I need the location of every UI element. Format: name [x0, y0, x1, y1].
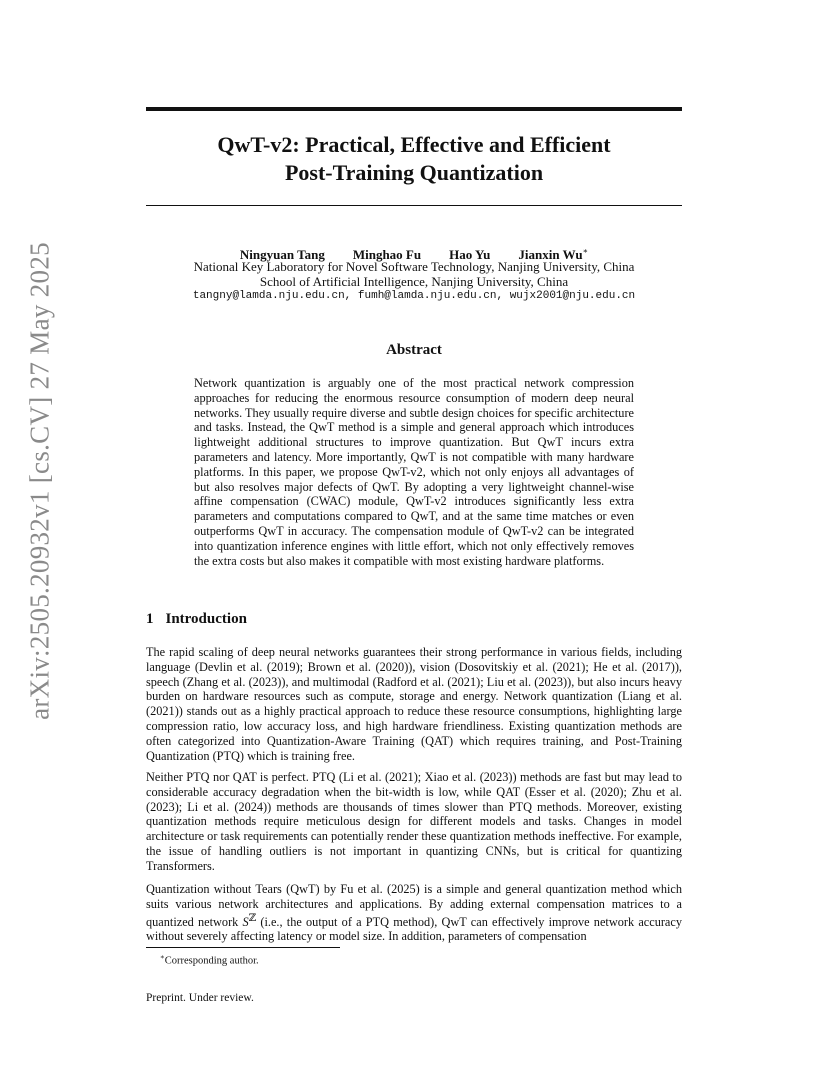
footnote [160, 951, 259, 968]
affiliation-1: National Key Laboratory for Novel Software Technology, Nanjing University, China [193, 259, 635, 274]
section-number: 1 [146, 611, 154, 627]
author-emails: tangny@lamda.nju.edu.cn, fumh@lamda.nju.edu.cn, wujx2001@nju.edu.cn [192, 290, 636, 302]
math-symbol: S [242, 914, 249, 929]
math-superscript: ℤ [248, 912, 257, 924]
title-top-rule [146, 107, 682, 111]
section-title: Introduction [165, 611, 247, 627]
author: Jianxin Wu∗ [518, 247, 589, 263]
title-line-2: Post-Training Quantization [284, 160, 544, 185]
abstract-text: Network quantization is arguably one of the most practical network compression approaches for reducing the enormous resource consumption of modern deep neural networks. They usually require diverse and subtle design choices for specific architecture and tasks. Instead, the QwT method is a simple and general approach which introduces lightweight additional structures to improve quantization. But QwT incurs extra parameters and latency. More importantly, QwT is not compatible with many hardware platforms. In this paper, we propose QwT-v2, which not only enjoys all advantages of but also resolves major defects of QwT. By adopting a very lightweight channel-wise affine compensation (CWAC) module, QwT-v2 introduces significantly less extra parameters and computations compared to QwT, and at the same time matches or even outperforms QwT in accuracy. The compensation module of QwT-v2 can be integrated into quantization inference engines with little effort, which not only effectively removes the extra costs but also makes it compatible with most existing hardware platforms. [194, 376, 634, 568]
intro-paragraph-3: Quantization without Tears (QwT) by Fu et al. (2025) is a simple and general quantization method which suits various network architectures and applications. By adding external compensation matrices to a quantized network $S^ℤ$ (i.e., the output of a PTQ method), QwT can effectively improve network accuracy without severely affecting latency or model size. In addition, parameters of compensation [146, 882, 682, 944]
intro-paragraph-2: Neither PTQ nor QAT is perfect. PTQ (Li et al. (2021); Xiao et al. (2023)) methods are fast but may lead to considerable accuracy degradation when the bit-width is low, while QAT (Esser et al. (2020); Zhu et al. (2023); Li et al. (2024)) methods are thousands of times slower than PTQ methods. Moreover, existing quantization methods require meticulous design for different models and tasks. Changes in model architecture or task requirements can potentially render these quantization methods ineffective. For example, the issue of handling outliers is not important in quantizing CNNs, but is critical for quantizing Transformers. [146, 770, 682, 873]
title-bottom-rule [146, 205, 682, 206]
footnote-text: Corresponding author. [164, 955, 259, 967]
title-line-1: QwT-v2: Practical, Effective and Efficient [217, 132, 611, 157]
affiliation-2: School of Artificial Intelligence, Nanjing University, China [259, 274, 569, 289]
corresponding-author-mark: ∗ [582, 247, 589, 256]
author: Minghao Fu [352, 247, 422, 263]
footnote-mark: ∗ [160, 953, 165, 961]
author: Ningyuan Tang [239, 247, 325, 263]
footnote-rule [146, 947, 340, 948]
section-heading-introduction [146, 610, 247, 628]
intro-paragraph-1: The rapid scaling of deep neural networks guarantees their strong performance in various fields, including language (Devlin et al. (2019); Brown et al. (2020)), vision (Dosovitskiy et al. (2021); He et al. (2017)), speech (Zhang et al. (2023)), and multimodal (Radford et al. (2021); Liu et al. (2023)), but also incurs heavy burden on hardware resources such as compute, storage and energy. Network quantization (Liang et al. (2021)) stands out as a highly practical approach to reduce these resource consumptions, highlighting large compression ratio, low accuracy loss, and high hardware friendliness. Existing quantization methods are often categorized into Quantization-Aware Training (QAT) which requires training, and Post-Training Quantization (PTQ) which is training free. [146, 645, 682, 763]
abstract-heading: Abstract [386, 342, 442, 358]
arxiv-stamp: arXiv:2505.20932v1 [cs.CV] 27 May 2025 [24, 242, 55, 720]
author: Hao Yu [449, 247, 491, 263]
preprint-note: Preprint. Under review. [146, 992, 254, 1004]
paper-title [146, 131, 682, 187]
